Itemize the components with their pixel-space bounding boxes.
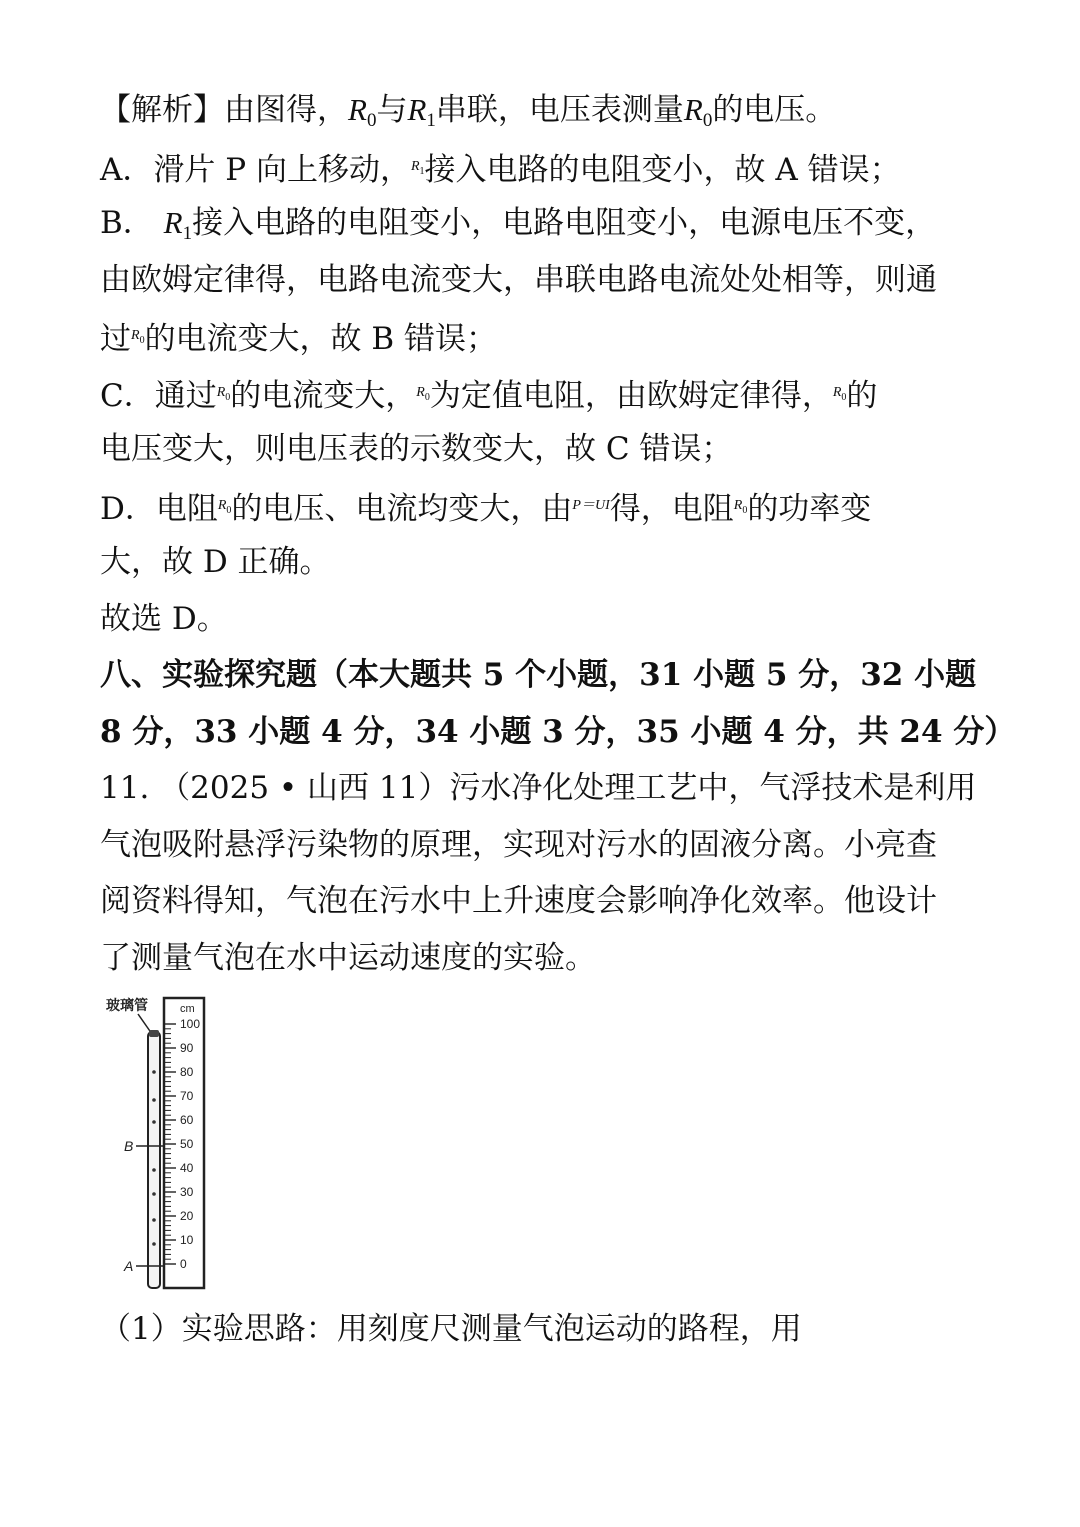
section-heading-line-1: 八、实验探究题（本大题共 5 个小题，31 小题 5 分，32 小题 — [100, 657, 977, 693]
symbol-r0-small: R0 — [733, 497, 748, 516]
tick-label: 0 — [180, 1257, 187, 1271]
bubble — [152, 1192, 156, 1196]
analysis-line-3 — [100, 195, 990, 252]
formula-p-ui: P＝UI — [572, 497, 610, 513]
symbol-r0: $R_0$ — [683, 92, 713, 131]
text: D．电阻 — [100, 490, 218, 527]
symbol-r0: $R_0$ — [348, 92, 377, 131]
symbol-r0-small: R0 — [416, 384, 430, 403]
text: 与 — [376, 92, 408, 128]
symbol-r0-small: R0 — [131, 328, 145, 346]
section-heading-line-2: 8 分，33 小题 4 分，34 小题 3 分，35 小题 4 分，共 24 分） — [100, 713, 1016, 750]
text: A．滑片 P 向上移动， — [100, 151, 411, 188]
analysis-line-10: 故选 D。 — [100, 600, 228, 637]
bubble — [152, 1218, 156, 1222]
analysis-line-7: 电压变大，则电压表的示数变大，故 C 错误； — [100, 431, 733, 467]
text: 过 — [100, 321, 131, 357]
tick-label: 50 — [180, 1137, 194, 1151]
analysis-line-8 — [100, 478, 990, 535]
analysis-line-9: 大，故 D 正确。 — [100, 544, 331, 580]
text: 为定值电阻，由欧姆定律得， — [429, 377, 833, 414]
text: 的电流变大，故 B 错误； — [144, 321, 498, 357]
text: 的电压。 — [712, 92, 837, 128]
glass-tube-ruler-figure — [100, 990, 220, 1300]
ruler-unit: cm — [180, 1003, 195, 1015]
text: C．通过 — [100, 377, 217, 414]
question-line-3: 阅资料得知，气泡在污水中上升速度会影响净化效率。他设计 — [100, 883, 937, 919]
tick-label: 20 — [180, 1209, 194, 1223]
marker-b-label: B — [124, 1138, 134, 1154]
analysis-line-1 — [100, 82, 990, 139]
analysis-block — [100, 82, 1016, 986]
text: 【解析】由图得， — [100, 92, 348, 128]
symbol-r0-small: R0 — [217, 497, 232, 516]
tick-label: 100 — [180, 1017, 201, 1031]
text: 的功率变 — [747, 490, 872, 527]
text: 接入电路的电阻变小，电路电阻变小，电源电压不变， — [192, 205, 937, 241]
text: B． — [100, 205, 154, 241]
question-line-2: 气泡吸附悬浮污染物的原理，实现对污水的固液分离。小亮查 — [100, 826, 937, 863]
tick-label: 30 — [180, 1185, 194, 1199]
marker-a-label: A — [124, 1258, 134, 1274]
tick-label: 90 — [180, 1041, 194, 1055]
bubble — [152, 1070, 156, 1074]
text: 的电压、电流均变大，由 — [231, 490, 573, 527]
text: 的电流变大， — [230, 377, 417, 414]
question-line-4: 了测量气泡在水中运动速度的实验。 — [100, 939, 596, 976]
symbol-r1: $R_1$ — [163, 205, 193, 244]
tick-label: 10 — [180, 1233, 194, 1247]
question-line-1: 11. （2025 • 山西 11）污水净化处理工艺中，气浮技术是利用 — [100, 770, 977, 806]
analysis-line-5 — [100, 308, 990, 365]
text: 的 — [846, 377, 878, 414]
sub-question-1: （1）实验思路：用刻度尺测量气泡运动的路程，用 — [100, 1311, 802, 1347]
symbol-r0-small: R0 — [216, 384, 231, 403]
tick-label: 80 — [180, 1065, 194, 1079]
tick-label: 70 — [180, 1089, 194, 1103]
bubble — [152, 1242, 156, 1246]
bubble — [152, 1168, 156, 1172]
analysis-line-2 — [100, 139, 990, 196]
symbol-r1: $R_1$ — [407, 92, 436, 131]
analysis-line-6 — [100, 365, 990, 422]
text: 串联，电压表测量 — [435, 92, 684, 128]
text: 接入电路的电阻变小，故 A 错误； — [424, 151, 901, 188]
tick-label: 60 — [180, 1113, 194, 1127]
tube-label: 玻璃管 — [106, 997, 148, 1013]
text: 得，电阻 — [609, 490, 734, 527]
symbol-r0-small: R0 — [832, 384, 847, 403]
symbol-r1-small: R1 — [410, 158, 425, 177]
tube-stopper — [149, 1030, 159, 1037]
tube-ruler-diagram — [100, 990, 220, 1300]
bubble — [152, 1120, 156, 1124]
analysis-line-4: 由欧姆定律得，电路电流变大，串联电路电流处处相等，则通 — [100, 261, 937, 298]
tick-label: 40 — [180, 1161, 194, 1175]
bubble — [152, 1098, 156, 1102]
